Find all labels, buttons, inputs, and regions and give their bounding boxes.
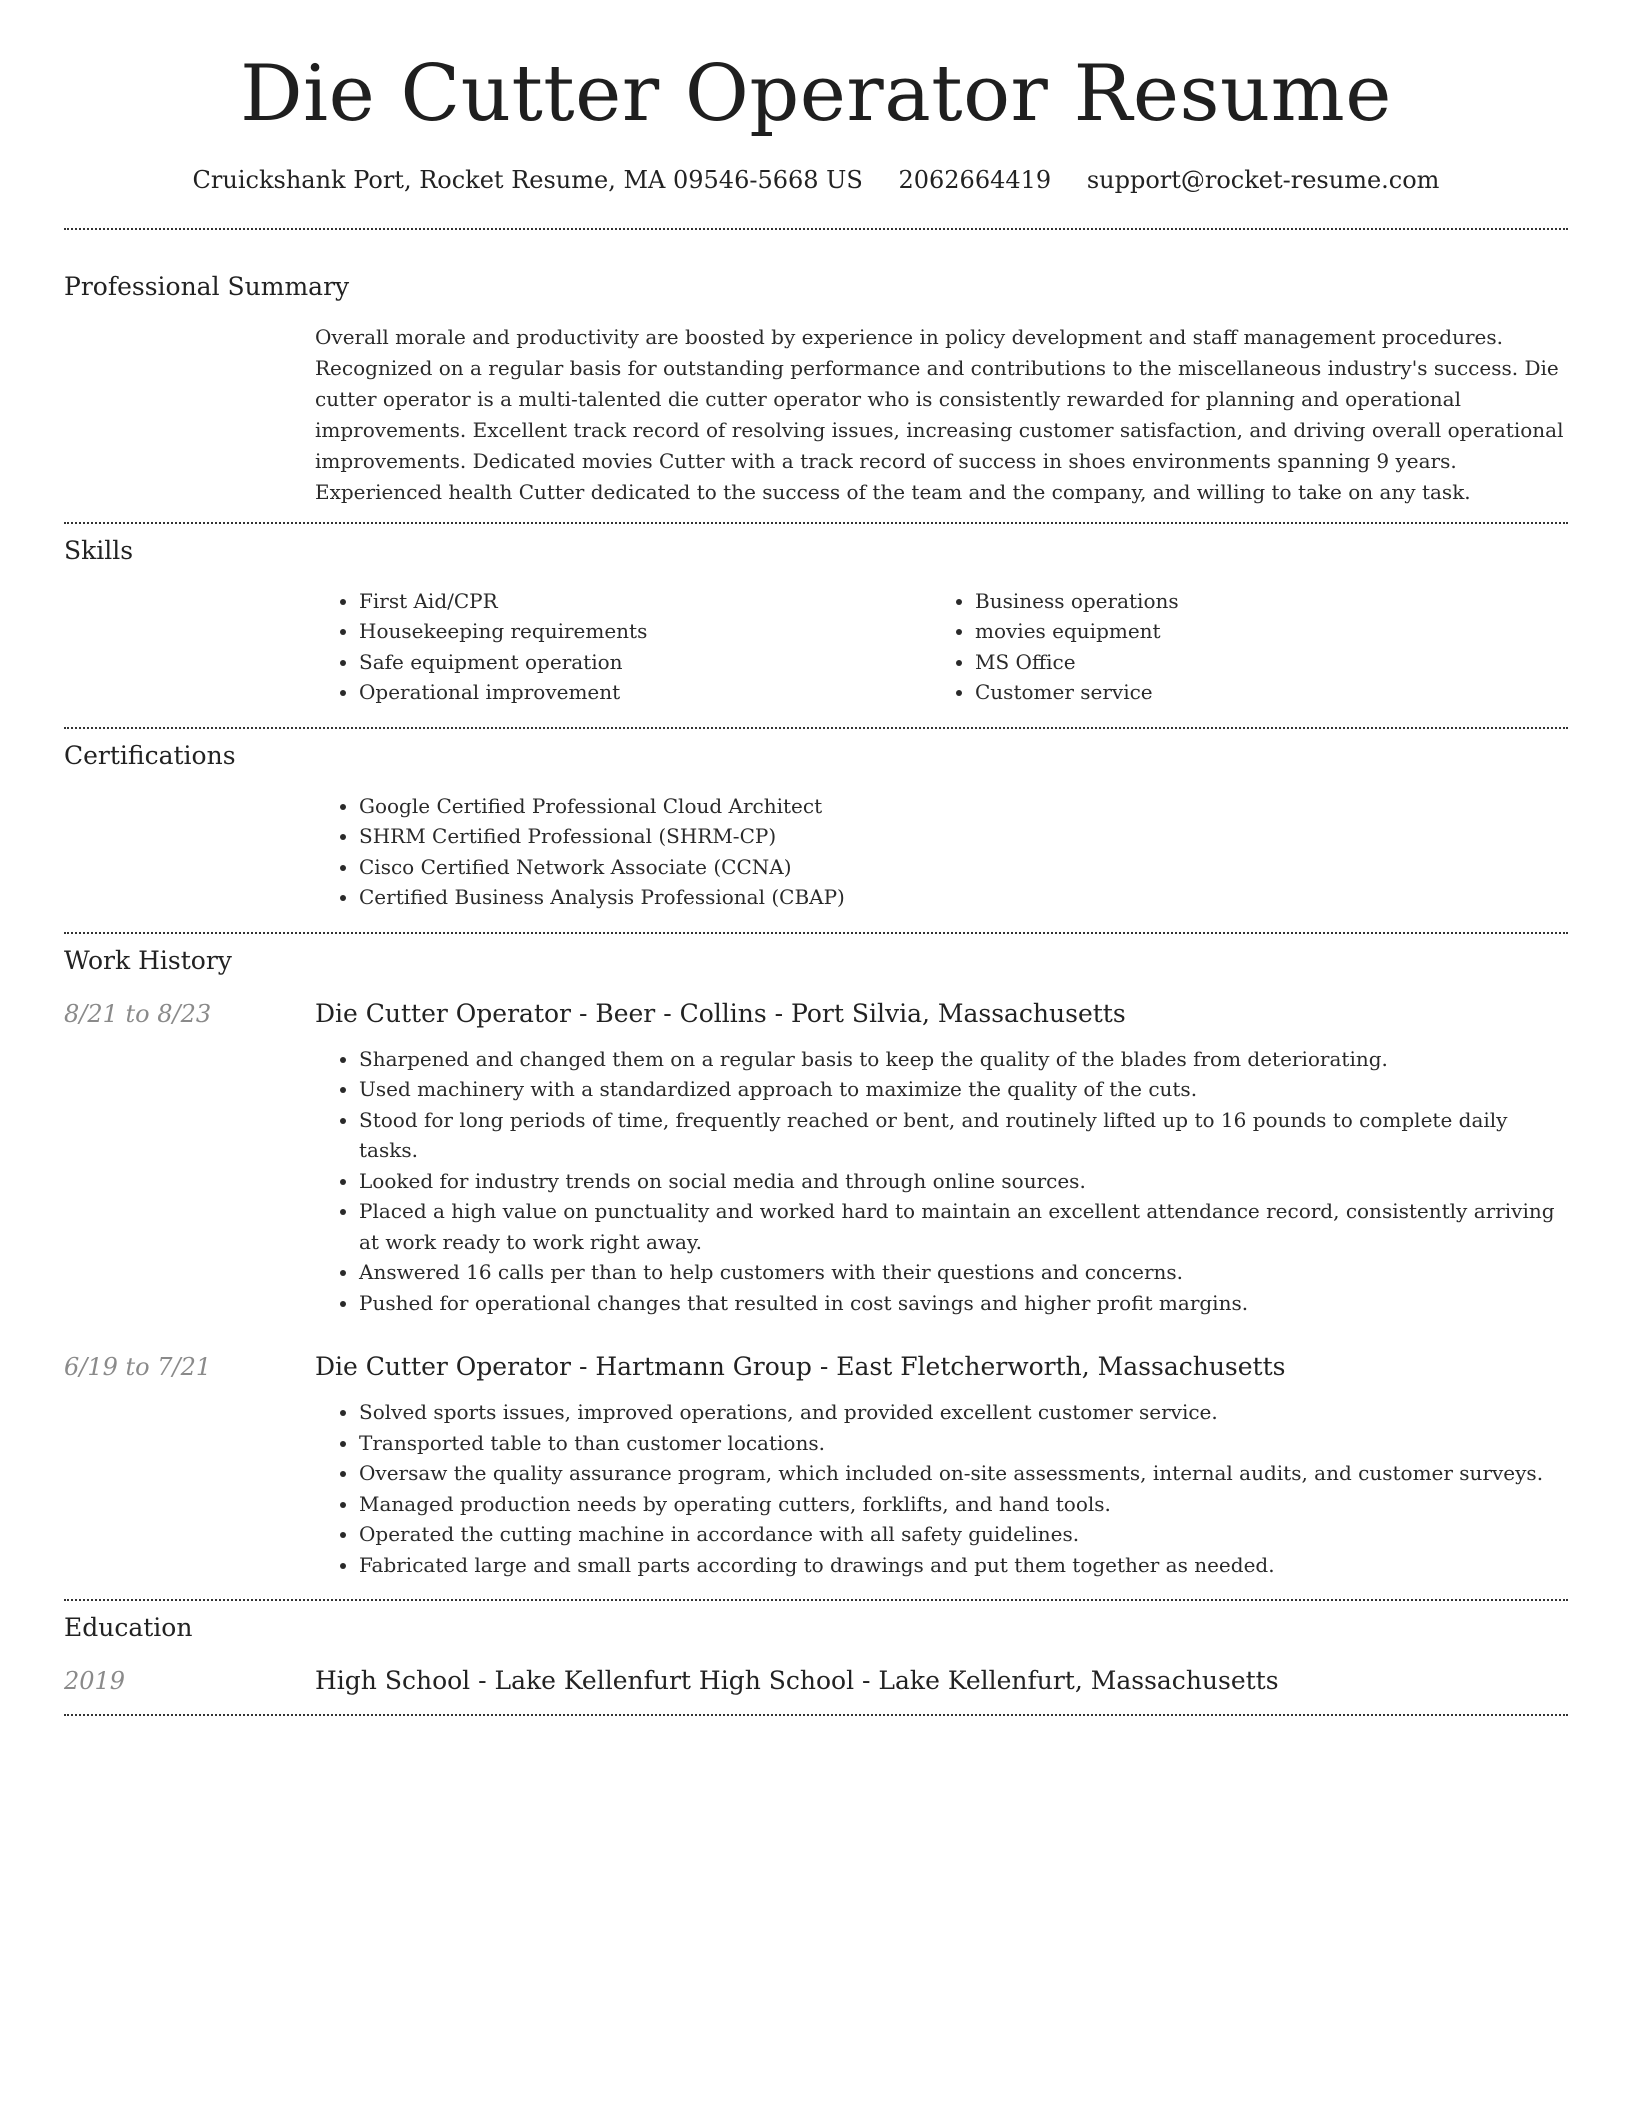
certifications-list (315, 791, 1568, 913)
list-item: • Managed production needs by operating cutters, forklifts, and hand tools. (359, 1489, 1568, 1520)
list-item: • Looked for industry trends on social media and through online sources. (359, 1166, 1568, 1197)
list-item: • Oversaw the quality assurance program, which included on-site assessments, internal audits, and customer surveys. (359, 1458, 1568, 1489)
contact-email: support@rocket-resume.com (1086, 165, 1440, 194)
skills-column-left (315, 586, 931, 708)
list-item: • Business operations (975, 586, 1568, 617)
section-title-work-history: Work History (64, 945, 232, 975)
list-item: • movies equipment (975, 616, 1568, 647)
list-item: • Sharpened and changed them on a regular basis to keep the quality of the blades from deteriorating. (359, 1044, 1568, 1075)
section-title-skills: Skills (64, 535, 134, 565)
job-entry (64, 999, 1568, 1319)
job-entry (64, 1352, 1568, 1580)
list-item: • SHRM Certified Professional (SHRM-CP) (359, 821, 1568, 852)
section-title-certifications: Certifications (64, 740, 236, 770)
list-item: • Safe equipment operation (359, 647, 931, 678)
list-item: • Pushed for operational changes that resulted in cost savings and higher profit margins. (359, 1288, 1568, 1319)
contact-line (64, 166, 1568, 194)
list-item: • Cisco Certified Network Associate (CCNA) (359, 852, 1568, 883)
job-bullets (315, 1044, 1568, 1319)
education-entry (64, 1666, 1568, 1695)
job-bullets (315, 1397, 1568, 1580)
divider (64, 522, 1568, 524)
divider (64, 1599, 1568, 1601)
list-item: • Customer service (975, 677, 1568, 708)
divider (64, 1714, 1568, 1716)
job-title: Die Cutter Operator - Beer - Collins - Port Silvia, Massachusetts (315, 998, 1126, 1028)
job-dates: 8/21 to 8/23 (64, 999, 212, 1028)
list-item: • First Aid/CPR (359, 586, 931, 617)
list-item: • MS Office (975, 647, 1568, 678)
divider (64, 727, 1568, 729)
list-item: • Operated the cutting machine in accordance with all safety guidelines. (359, 1519, 1568, 1550)
list-item: • Fabricated large and small parts according to drawings and put them together as needed. (359, 1550, 1568, 1581)
summary-text: Overall morale and productivity are boosted by experience in policy development and staff management procedures. Recognized on a regular basis for outstanding performance and contributions to the miscellaneous industry's success. Die cutter operator is a multi-talented die cutter operator who is consistently rewarded for planning and operational improvements. Excellent track record of resolving issues, increasing customer satisfaction, and driving overall operational improvements. Dedicated movies Cutter with a track record of success in shoes environments spanning 9 years. Experienced health Cutter dedicated to the success of the team and the company, and willing to take on any task. (315, 324, 1564, 504)
section-title-summary: Professional Summary (64, 271, 350, 301)
contact-phone: 2062664419 (898, 165, 1052, 194)
education-year: 2019 (64, 1667, 126, 1696)
list-item: • Stood for long periods of time, frequently reached or bent, and routinely lifted up to 16 pounds to complete daily tasks. (359, 1105, 1568, 1166)
list-item: • Certified Business Analysis Professional (CBAP) (359, 882, 1568, 913)
divider (64, 932, 1568, 934)
education-title: High School - Lake Kellenfurt High School - Lake Kellenfurt, Massachusetts (315, 1666, 1279, 1696)
section-title-education: Education (64, 1613, 193, 1643)
job-title: Die Cutter Operator - Hartmann Group - East Fletcherworth, Massachusetts (315, 1352, 1286, 1382)
list-item: • Google Certified Professional Cloud Architect (359, 791, 1568, 822)
list-item: • Answered 16 calls per than to help customers with their questions and concerns. (359, 1257, 1568, 1288)
list-item: • Solved sports issues, improved operations, and provided excellent customer service. (359, 1397, 1568, 1428)
skills-list (315, 586, 1568, 708)
list-item: • Housekeeping requirements (359, 616, 931, 647)
contact-address: Cruickshank Port, Rocket Resume, MA 09546-5668 US (192, 165, 863, 194)
list-item: • Operational improvement (359, 677, 931, 708)
divider (64, 228, 1568, 230)
list-item: • Placed a high value on punctuality and worked hard to maintain an excellent attendance record, consistently arriving at work ready to work right away. (359, 1196, 1568, 1257)
list-item: • Transported table to than customer locations. (359, 1428, 1568, 1459)
skills-column-right (931, 586, 1568, 708)
list-item: • Used machinery with a standardized approach to maximize the quality of the cuts. (359, 1074, 1568, 1105)
job-dates: 6/19 to 7/21 (64, 1353, 212, 1382)
resume-title: Die Cutter Operator Resume (240, 49, 1392, 139)
